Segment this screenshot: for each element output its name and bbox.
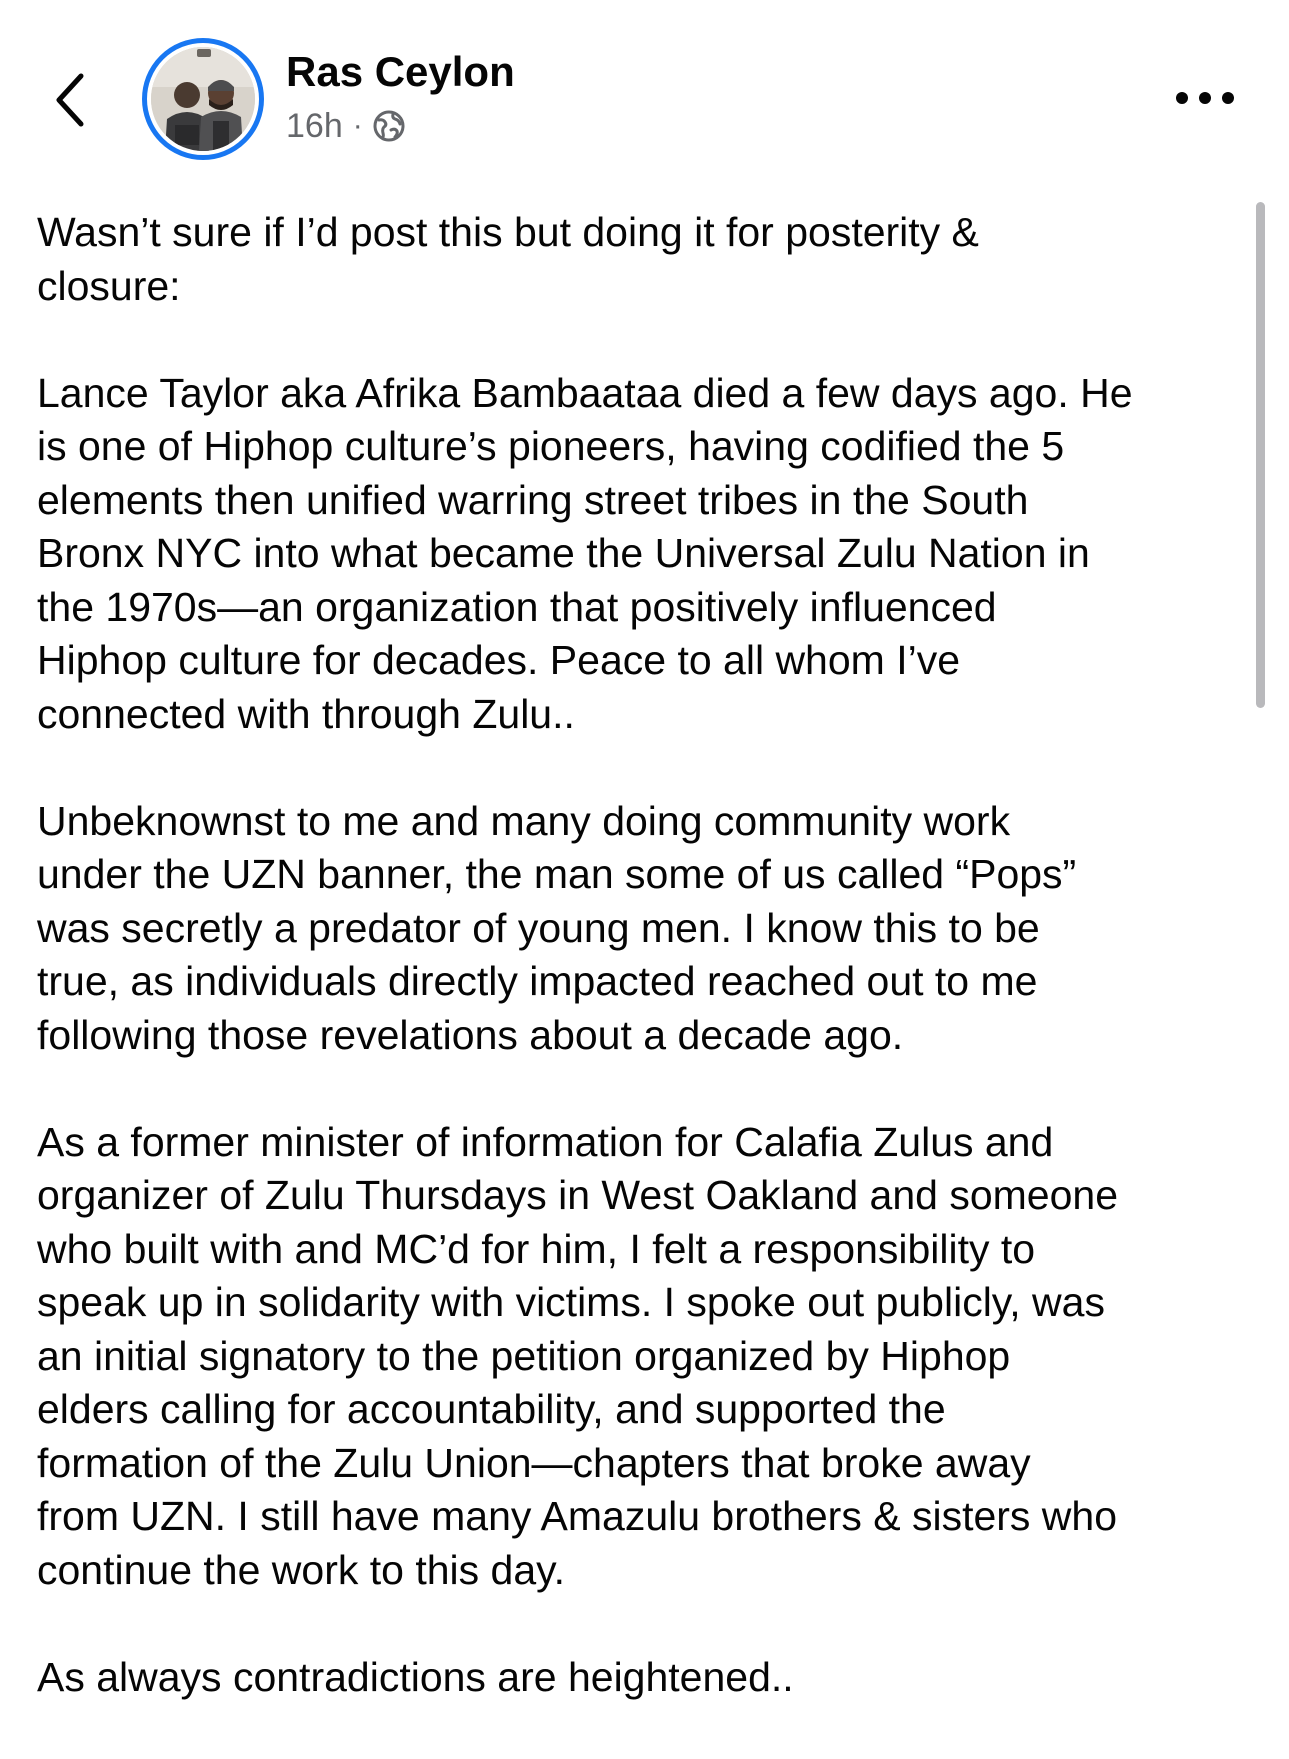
post-meta bbox=[286, 104, 405, 148]
scrollbar[interactable] bbox=[1256, 202, 1265, 708]
author-name[interactable]: Ras Ceylon bbox=[286, 48, 515, 95]
chevron-left-icon bbox=[53, 72, 87, 128]
post-paragraph: As a former minister of information for Calafia Zulus and organizer of Zulu Thursdays in West Oakland and someone who built with and MC’d for him, I felt a responsibility to speak up in solidarity with victims. I spoke out publicly, was an initial signatory to the petition organized by Hiphop elders calling for accountability, and supported the formation of the Zulu Union—chapters that broke away from UZN. I still have many Amazulu brothers & sisters who continue the work to this day. bbox=[37, 1118, 1119, 1593]
post-paragraph: Wasn’t sure if I’d post this but doing it for posterity & closure: bbox=[37, 209, 979, 309]
meta-separator: · bbox=[352, 109, 363, 142]
more-horizontal-icon bbox=[1174, 90, 1236, 106]
post-timestamp[interactable]: 16h bbox=[286, 106, 343, 145]
profile-photo bbox=[151, 47, 255, 151]
post-paragraph: As always contradictions are heightened.. bbox=[37, 1653, 794, 1700]
post-paragraph: Unbeknownst to me and many doing community work under the UZN banner, the man some of us called “Pops” was secretly a predator of young men. I know this to be true, as individuals directly impacted reached out to me following those revelations about a decade ago. bbox=[37, 797, 1077, 1058]
post-paragraph: Lance Taylor aka Afrika Bambaataa died a few days ago. He is one of Hiphop culture’s pioneers, having codified the 5 elements then unified warring street tribes in the South Bronx NYC into what became the Universal Zulu Nation in the 1970s—an organization that positively influenced Hiphop culture for decades. Peace to all whom I’ve connected with through Zulu.. bbox=[37, 369, 1133, 737]
post-header bbox=[0, 0, 1289, 170]
globe-icon[interactable] bbox=[373, 110, 405, 142]
post-text bbox=[37, 206, 1252, 1758]
more-options-button[interactable] bbox=[1170, 78, 1240, 118]
back-button[interactable] bbox=[40, 60, 100, 140]
avatar[interactable] bbox=[142, 38, 264, 160]
